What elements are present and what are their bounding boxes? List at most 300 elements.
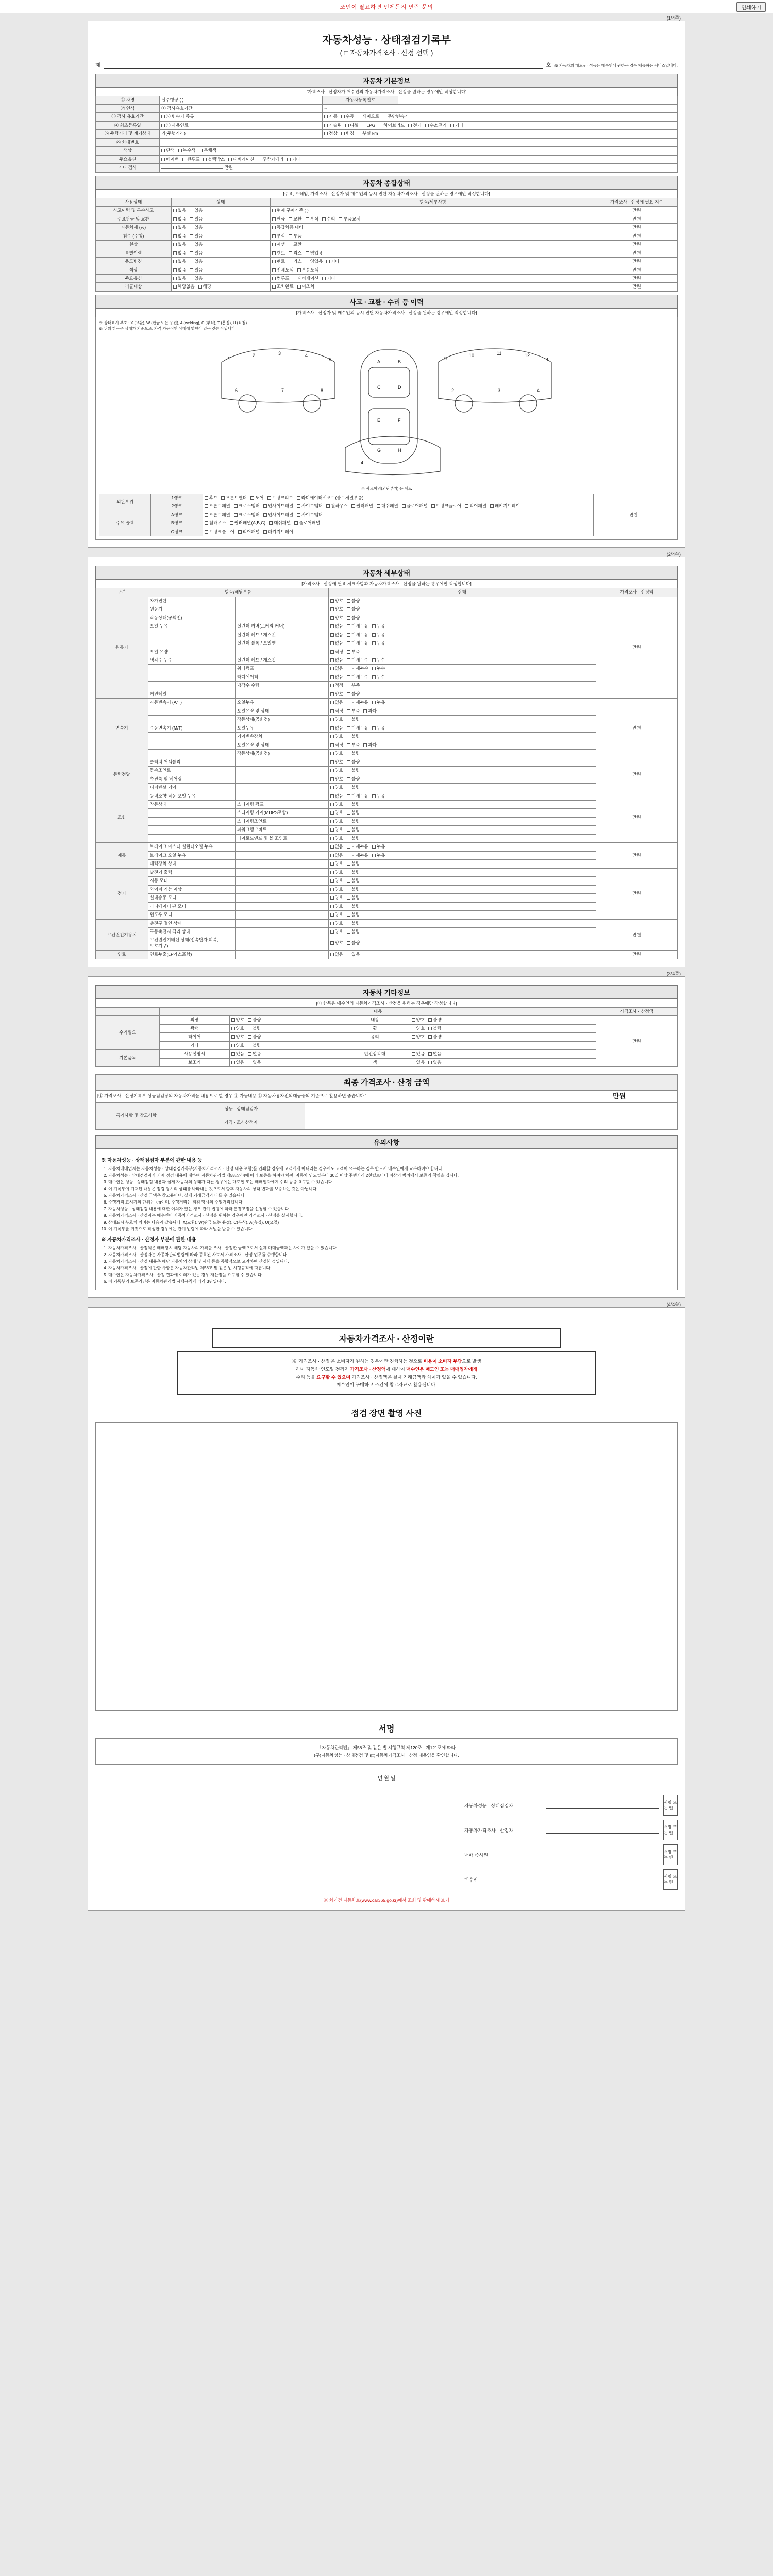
checkbox-option[interactable]: 불량 [347,802,360,807]
checkbox-icon[interactable] [231,1027,235,1030]
checkbox-option[interactable]: 누유 [372,700,385,705]
checkbox-icon[interactable] [412,1018,415,1022]
row-state[interactable] [171,283,270,291]
row-detail[interactable] [270,274,596,282]
checkbox-icon[interactable] [363,743,367,747]
checkbox-option[interactable]: 리어패널 [238,529,260,535]
checkbox-option[interactable]: 양호 [330,759,343,765]
row-detail[interactable] [270,258,596,266]
checkbox-option[interactable]: 영업용 [306,259,323,264]
checkbox-icon[interactable] [490,504,494,508]
checkbox-icon[interactable] [330,953,334,956]
checkbox-icon[interactable] [161,115,165,118]
checkbox-option[interactable]: 사이드멤버 [297,503,323,509]
checkbox-option[interactable]: 무단변속기 [383,114,409,120]
checkbox-icon[interactable] [161,149,165,152]
checkbox-option[interactable]: 있음 [190,225,203,230]
checkbox-option[interactable]: 없음 [173,242,186,247]
checkbox-icon[interactable] [347,828,350,832]
row-state[interactable] [328,750,596,758]
checkbox-option[interactable]: 불량 [347,878,360,884]
checkbox-icon[interactable] [182,158,186,161]
checkbox-option[interactable]: 기타 [322,276,335,281]
checkbox-option[interactable]: 패키지트레이 [263,529,293,535]
checkbox-option[interactable]: 교환 [289,216,301,222]
checkbox-option[interactable]: 패키지트레이 [490,503,520,509]
checkbox-option[interactable]: 인사이드패널 [263,512,293,518]
checkbox-icon[interactable] [203,158,207,161]
checkbox-option[interactable]: 해당 [198,284,211,290]
checkbox-option[interactable]: 불량 [248,1026,261,1031]
checkbox-icon[interactable] [330,675,334,679]
checkbox-icon[interactable] [205,521,208,525]
checkbox-icon[interactable] [330,658,334,662]
checkbox-icon[interactable] [161,158,165,161]
row-state[interactable] [229,1016,340,1024]
row-state[interactable] [328,951,596,959]
checkbox-icon[interactable] [330,845,334,849]
checkbox-option[interactable]: 없음 [173,225,186,230]
checkbox-option[interactable]: 현재 구매기준 ( ) [272,208,309,213]
checkbox-option[interactable]: 양호 [330,768,343,773]
row-state[interactable] [328,665,596,673]
checkbox-icon[interactable] [267,496,271,500]
row-state[interactable] [171,249,270,257]
checkbox-icon[interactable] [272,243,276,246]
checkbox-option[interactable]: 있음 [190,267,203,273]
checkbox-icon[interactable] [173,243,177,246]
row-field[interactable] [305,1103,678,1116]
row-field[interactable] [160,121,323,129]
checkbox-icon[interactable] [372,726,376,730]
checkbox-icon[interactable] [289,243,292,246]
checkbox-option[interactable]: 적정 [330,683,343,688]
checkbox-option[interactable]: 불량 [248,1017,261,1023]
checkbox-icon[interactable] [330,692,334,696]
checkbox-option[interactable]: 리어패널 [465,503,486,509]
row-state-2[interactable] [410,1024,596,1032]
checkbox-option[interactable]: 불량 [347,940,360,946]
checkbox-icon[interactable] [330,633,334,637]
checkbox-option[interactable]: 양호 [412,1026,425,1031]
checkbox-option[interactable]: 프론트펜더 [221,495,247,501]
checkbox-option[interactable]: 불량 [347,606,360,612]
checkbox-option[interactable]: 없음 [330,666,343,671]
checkbox-icon[interactable] [330,794,334,798]
checkbox-icon[interactable] [330,607,334,611]
checkbox-icon[interactable] [248,1044,251,1047]
checkbox-option[interactable]: 미세누유 [347,623,368,629]
checkbox-icon[interactable] [358,115,361,118]
checkbox-icon[interactable] [306,260,309,263]
checkbox-option[interactable]: 부분도색 [297,267,319,273]
checkbox-icon[interactable] [322,217,326,221]
checkbox-option[interactable]: 적정 [330,649,343,655]
checkbox-icon[interactable] [347,905,350,908]
checkbox-icon[interactable] [330,888,334,891]
checkbox-option[interactable]: 있음 [190,233,203,239]
signature-field[interactable] [546,1876,659,1883]
row-state[interactable] [229,1058,340,1066]
checkbox-icon[interactable] [330,743,334,747]
checkbox-option[interactable]: 없음 [428,1060,441,1065]
checkbox-option[interactable]: 프론트패널 [205,503,230,509]
checkbox-option[interactable]: 양호 [330,785,343,790]
checkbox-option[interactable]: 후방카메라 [258,157,283,162]
checkbox-option[interactable]: 양호 [330,810,343,816]
checkbox-option[interactable]: 불량 [347,912,360,918]
row-field[interactable] [160,113,323,121]
checkbox-option[interactable]: 복수색 [178,148,196,154]
checkbox-option[interactable]: 썬루프 [272,276,290,281]
checkbox-option[interactable]: 미세누유 [347,793,368,799]
checkbox-icon[interactable] [412,1027,415,1030]
checkbox-icon[interactable] [330,760,334,764]
checkbox-icon[interactable] [347,913,350,917]
checkbox-icon[interactable] [190,277,193,280]
checkbox-icon[interactable] [272,209,276,212]
checkbox-icon[interactable] [347,941,350,945]
checkbox-icon[interactable] [372,633,376,637]
checkbox-icon[interactable] [339,217,342,221]
checkbox-icon[interactable] [269,521,273,525]
checkbox-icon[interactable] [190,217,193,221]
checkbox-option[interactable]: 부품교체 [339,216,360,222]
checkbox-icon[interactable] [326,260,330,263]
checkbox-option[interactable]: 렌트 [272,259,285,264]
checkbox-option[interactable]: 디젤 [345,123,358,128]
doc-no-field[interactable] [104,62,543,69]
row-state[interactable] [328,682,596,690]
checkbox-option[interactable]: 무채색 [199,148,216,154]
row-price[interactable]: 만원 [596,758,677,792]
row-price[interactable]: 만원 [596,207,677,215]
checkbox-icon[interactable] [322,277,326,280]
checkbox-icon[interactable] [263,504,267,508]
checkbox-option[interactable]: 불량 [347,598,360,604]
checkbox-icon[interactable] [347,879,350,883]
checkbox-icon[interactable] [428,1035,432,1039]
checkbox-icon[interactable] [294,521,298,525]
checkbox-option[interactable]: 미세누유 [347,640,368,646]
checkbox-option[interactable]: 양호 [330,929,343,935]
checkbox-icon[interactable] [205,530,208,534]
checkbox-option[interactable]: 과다 [363,708,376,714]
checkbox-icon[interactable] [272,277,276,280]
checkbox-option[interactable]: 크로스멤버 [234,512,260,518]
checkbox-icon[interactable] [347,692,350,696]
checkbox-icon[interactable] [347,675,350,679]
row-state[interactable] [328,605,596,614]
checkbox-icon[interactable] [372,667,376,670]
checkbox-icon[interactable] [330,624,334,628]
row-field[interactable] [160,147,678,155]
checkbox-icon[interactable] [347,871,350,874]
checkbox-option[interactable]: 부족 [347,708,360,714]
checkbox-option[interactable]: 불량 [428,1034,441,1040]
row-state[interactable] [328,868,596,876]
row-state[interactable] [328,843,596,851]
checkbox-icon[interactable] [248,1035,251,1039]
row-state[interactable] [171,266,270,274]
checkbox-icon[interactable] [248,1018,251,1022]
checkbox-icon[interactable] [173,234,177,238]
checkbox-option[interactable]: 양호 [330,776,343,782]
checkbox-option[interactable]: 미세누유 [347,700,368,705]
row-state[interactable] [171,215,270,223]
checkbox-icon[interactable] [190,268,193,272]
checkbox-icon[interactable] [330,811,334,815]
row-state[interactable] [229,1024,340,1032]
checkbox-icon[interactable] [341,115,345,118]
checkbox-icon[interactable] [347,862,350,866]
checkbox-icon[interactable] [412,1052,415,1056]
checkbox-option[interactable]: 없음 [330,853,343,858]
checkbox-option[interactable]: 있음 [190,276,203,281]
row-state[interactable] [328,707,596,715]
checkbox-icon[interactable] [372,641,376,645]
checkbox-option[interactable]: 없음 [330,725,343,731]
checkbox-icon[interactable] [431,504,435,508]
row-price[interactable]: 만원 [596,241,677,249]
checkbox-icon[interactable] [347,896,350,900]
checkbox-option[interactable]: 누유 [372,640,385,646]
checkbox-option[interactable]: 불량 [347,785,360,790]
row-price[interactable]: 만원 [596,919,677,951]
row-field[interactable] [323,113,678,121]
row-state[interactable] [171,232,270,240]
row-state[interactable] [328,877,596,885]
checkbox-option[interactable]: 불량 [347,717,360,722]
row-state[interactable] [229,1041,340,1049]
checkbox-icon[interactable] [221,496,225,500]
checkbox-icon[interactable] [231,1052,235,1056]
row-state[interactable] [328,809,596,817]
row-detail[interactable] [270,266,596,274]
checkbox-icon[interactable] [324,132,328,135]
checkbox-option[interactable]: 렌트 [272,250,285,256]
checkbox-option[interactable]: 양호 [330,615,343,621]
checkbox-icon[interactable] [190,251,193,255]
checkbox-icon[interactable] [330,828,334,832]
checkbox-icon[interactable] [287,158,291,161]
checkbox-icon[interactable] [408,124,412,127]
row-state[interactable] [328,860,596,868]
checkbox-icon[interactable] [190,209,193,212]
checkbox-option[interactable]: 있음 [231,1051,244,1057]
row-price[interactable]: 만원 [596,843,677,868]
row-state[interactable] [328,902,596,910]
checkbox-icon[interactable] [190,226,193,229]
checkbox-icon[interactable] [272,251,276,255]
checkbox-option[interactable]: 양호 [231,1017,244,1023]
checkbox-icon[interactable] [383,115,386,118]
checkbox-icon[interactable] [297,504,300,508]
row-price[interactable]: 만원 [596,215,677,223]
checkbox-icon[interactable] [306,251,309,255]
row-field[interactable] [160,155,678,163]
checkbox-option[interactable]: 있음 [190,250,203,256]
checkbox-icon[interactable] [330,752,334,755]
checkbox-option[interactable]: 에어백 [161,157,179,162]
checkbox-icon[interactable] [347,709,350,713]
checkbox-option[interactable]: 크로스멤버 [234,503,260,509]
checkbox-option[interactable]: 양호 [330,904,343,909]
checkbox-icon[interactable] [250,496,254,500]
checkbox-option[interactable]: 있음 [190,208,203,213]
row-detail[interactable] [270,224,596,232]
row-items[interactable] [203,511,593,519]
checkbox-icon[interactable] [258,158,261,161]
row-state[interactable] [171,258,270,266]
checkbox-icon[interactable] [372,845,376,849]
checkbox-option[interactable]: 없음 [248,1051,261,1057]
row-detail[interactable] [270,283,596,291]
checkbox-option[interactable]: 없음 [330,844,343,850]
checkbox-option[interactable]: 대쉬패널 [377,503,398,509]
signature-field[interactable] [546,1852,659,1858]
checkbox-option[interactable]: 미세누유 [347,725,368,731]
checkbox-icon[interactable] [173,226,177,229]
checkbox-option[interactable]: 불량 [347,776,360,782]
checkbox-icon[interactable] [190,234,193,238]
checkbox-icon[interactable] [372,701,376,704]
checkbox-option[interactable]: 휠하우스 [205,520,226,526]
checkbox-option[interactable]: 불량 [347,759,360,765]
row-state-2[interactable] [410,1041,596,1049]
checkbox-icon[interactable] [347,658,350,662]
checkbox-option[interactable]: 적정 [330,708,343,714]
checkbox-icon[interactable] [347,786,350,789]
checkbox-option[interactable]: 미세누수 [347,674,368,680]
checkbox-icon[interactable] [289,217,292,221]
checkbox-icon[interactable] [347,607,350,611]
checkbox-option[interactable]: 양호 [231,1034,244,1040]
checkbox-icon[interactable] [330,786,334,789]
checkbox-icon[interactable] [347,718,350,721]
checkbox-option[interactable]: 플로어패널 [294,520,320,526]
row-state[interactable] [328,775,596,783]
checkbox-option[interactable]: 미세누수 [347,666,368,671]
checkbox-option[interactable]: 인사이드패널 [263,503,293,509]
checkbox-option[interactable]: 누수 [372,666,385,671]
checkbox-icon[interactable] [347,930,350,934]
checkbox-icon[interactable] [330,820,334,823]
checkbox-option[interactable]: 양호 [330,819,343,824]
checkbox-icon[interactable] [248,1027,251,1030]
row-price[interactable]: 만원 [596,868,677,919]
row-items[interactable] [203,494,593,502]
checkbox-option[interactable]: 있음 [347,952,360,957]
checkbox-option[interactable]: 양호 [330,827,343,833]
checkbox-option[interactable]: 있음 [412,1060,425,1065]
checkbox-icon[interactable] [198,285,202,289]
checkbox-icon[interactable] [263,530,267,534]
checkbox-icon[interactable] [347,811,350,815]
checkbox-icon[interactable] [231,1018,235,1022]
checkbox-icon[interactable] [347,888,350,891]
checkbox-icon[interactable] [173,277,177,280]
checkbox-icon[interactable] [428,1052,432,1056]
checkbox-icon[interactable] [330,735,334,738]
checkbox-option[interactable]: 양호 [330,751,343,756]
checkbox-icon[interactable] [330,726,334,730]
row-state[interactable] [229,1033,340,1041]
checkbox-option[interactable]: 부족 [347,683,360,688]
checkbox-icon[interactable] [199,149,203,152]
row-price[interactable]: 만원 [596,232,677,240]
checkbox-icon[interactable] [425,124,429,127]
checkbox-icon[interactable] [330,684,334,687]
row-detail[interactable] [270,241,596,249]
checkbox-icon[interactable] [372,658,376,662]
row-state-2[interactable] [410,1016,596,1024]
checkbox-icon[interactable] [173,260,177,263]
checkbox-option[interactable]: 불량 [347,921,360,926]
checkbox-option[interactable]: 부품 [289,233,301,239]
checkbox-option[interactable]: 트렁크플로어 [431,503,461,509]
checkbox-icon[interactable] [347,684,350,687]
checkbox-icon[interactable] [377,504,380,508]
checkbox-icon[interactable] [272,285,276,289]
checkbox-option[interactable]: 없음 [428,1051,441,1057]
row-state[interactable] [328,648,596,656]
checkbox-icon[interactable] [347,726,350,730]
checkbox-option[interactable]: 휠하우스 [326,503,348,509]
checkbox-icon[interactable] [330,930,334,934]
row-price[interactable]: 만원 [596,699,677,758]
row-state[interactable] [328,597,596,605]
checkbox-option[interactable]: 부족 [347,742,360,748]
checkbox-option[interactable]: 없음 [173,267,186,273]
checkbox-icon[interactable] [330,777,334,781]
checkbox-option[interactable]: 누수 [372,657,385,663]
checkbox-option[interactable]: 불량 [347,819,360,824]
checkbox-icon[interactable] [272,260,276,263]
row-state[interactable] [328,733,596,741]
checkbox-icon[interactable] [324,124,328,127]
checkbox-option[interactable]: 누유 [372,853,385,858]
row-state[interactable] [328,622,596,631]
checkbox-option[interactable]: 양호 [330,895,343,901]
row-state[interactable] [328,792,596,800]
checkbox-icon[interactable] [173,217,177,221]
checkbox-option[interactable]: 불량 [347,734,360,739]
checkbox-icon[interactable] [347,777,350,781]
checkbox-icon[interactable] [347,953,350,956]
row-state[interactable] [171,224,270,232]
checkbox-option[interactable]: ② 변속기 종류 [161,114,194,120]
row-price[interactable]: 만원 [593,494,674,536]
checkbox-icon[interactable] [351,504,355,508]
checkbox-icon[interactable] [372,624,376,628]
checkbox-option[interactable]: 변경 [341,131,354,137]
checkbox-icon[interactable] [347,854,350,857]
checkbox-icon[interactable] [289,251,292,255]
checkbox-option[interactable]: 불량 [347,827,360,833]
checkbox-icon[interactable] [347,650,350,654]
checkbox-icon[interactable] [272,217,276,221]
checkbox-option[interactable]: 없음 [330,632,343,638]
checkbox-option[interactable]: 수동 [341,114,354,120]
checkbox-option[interactable]: 없음 [173,216,186,222]
checkbox-option[interactable]: 없음 [330,623,343,629]
checkbox-option[interactable]: 있음 [190,259,203,264]
stamp-box[interactable]: 서명 또는 인 [663,1869,678,1890]
checkbox-option[interactable]: 하이브리드 [379,123,405,128]
checkbox-icon[interactable] [465,504,468,508]
row-state[interactable] [171,207,270,215]
